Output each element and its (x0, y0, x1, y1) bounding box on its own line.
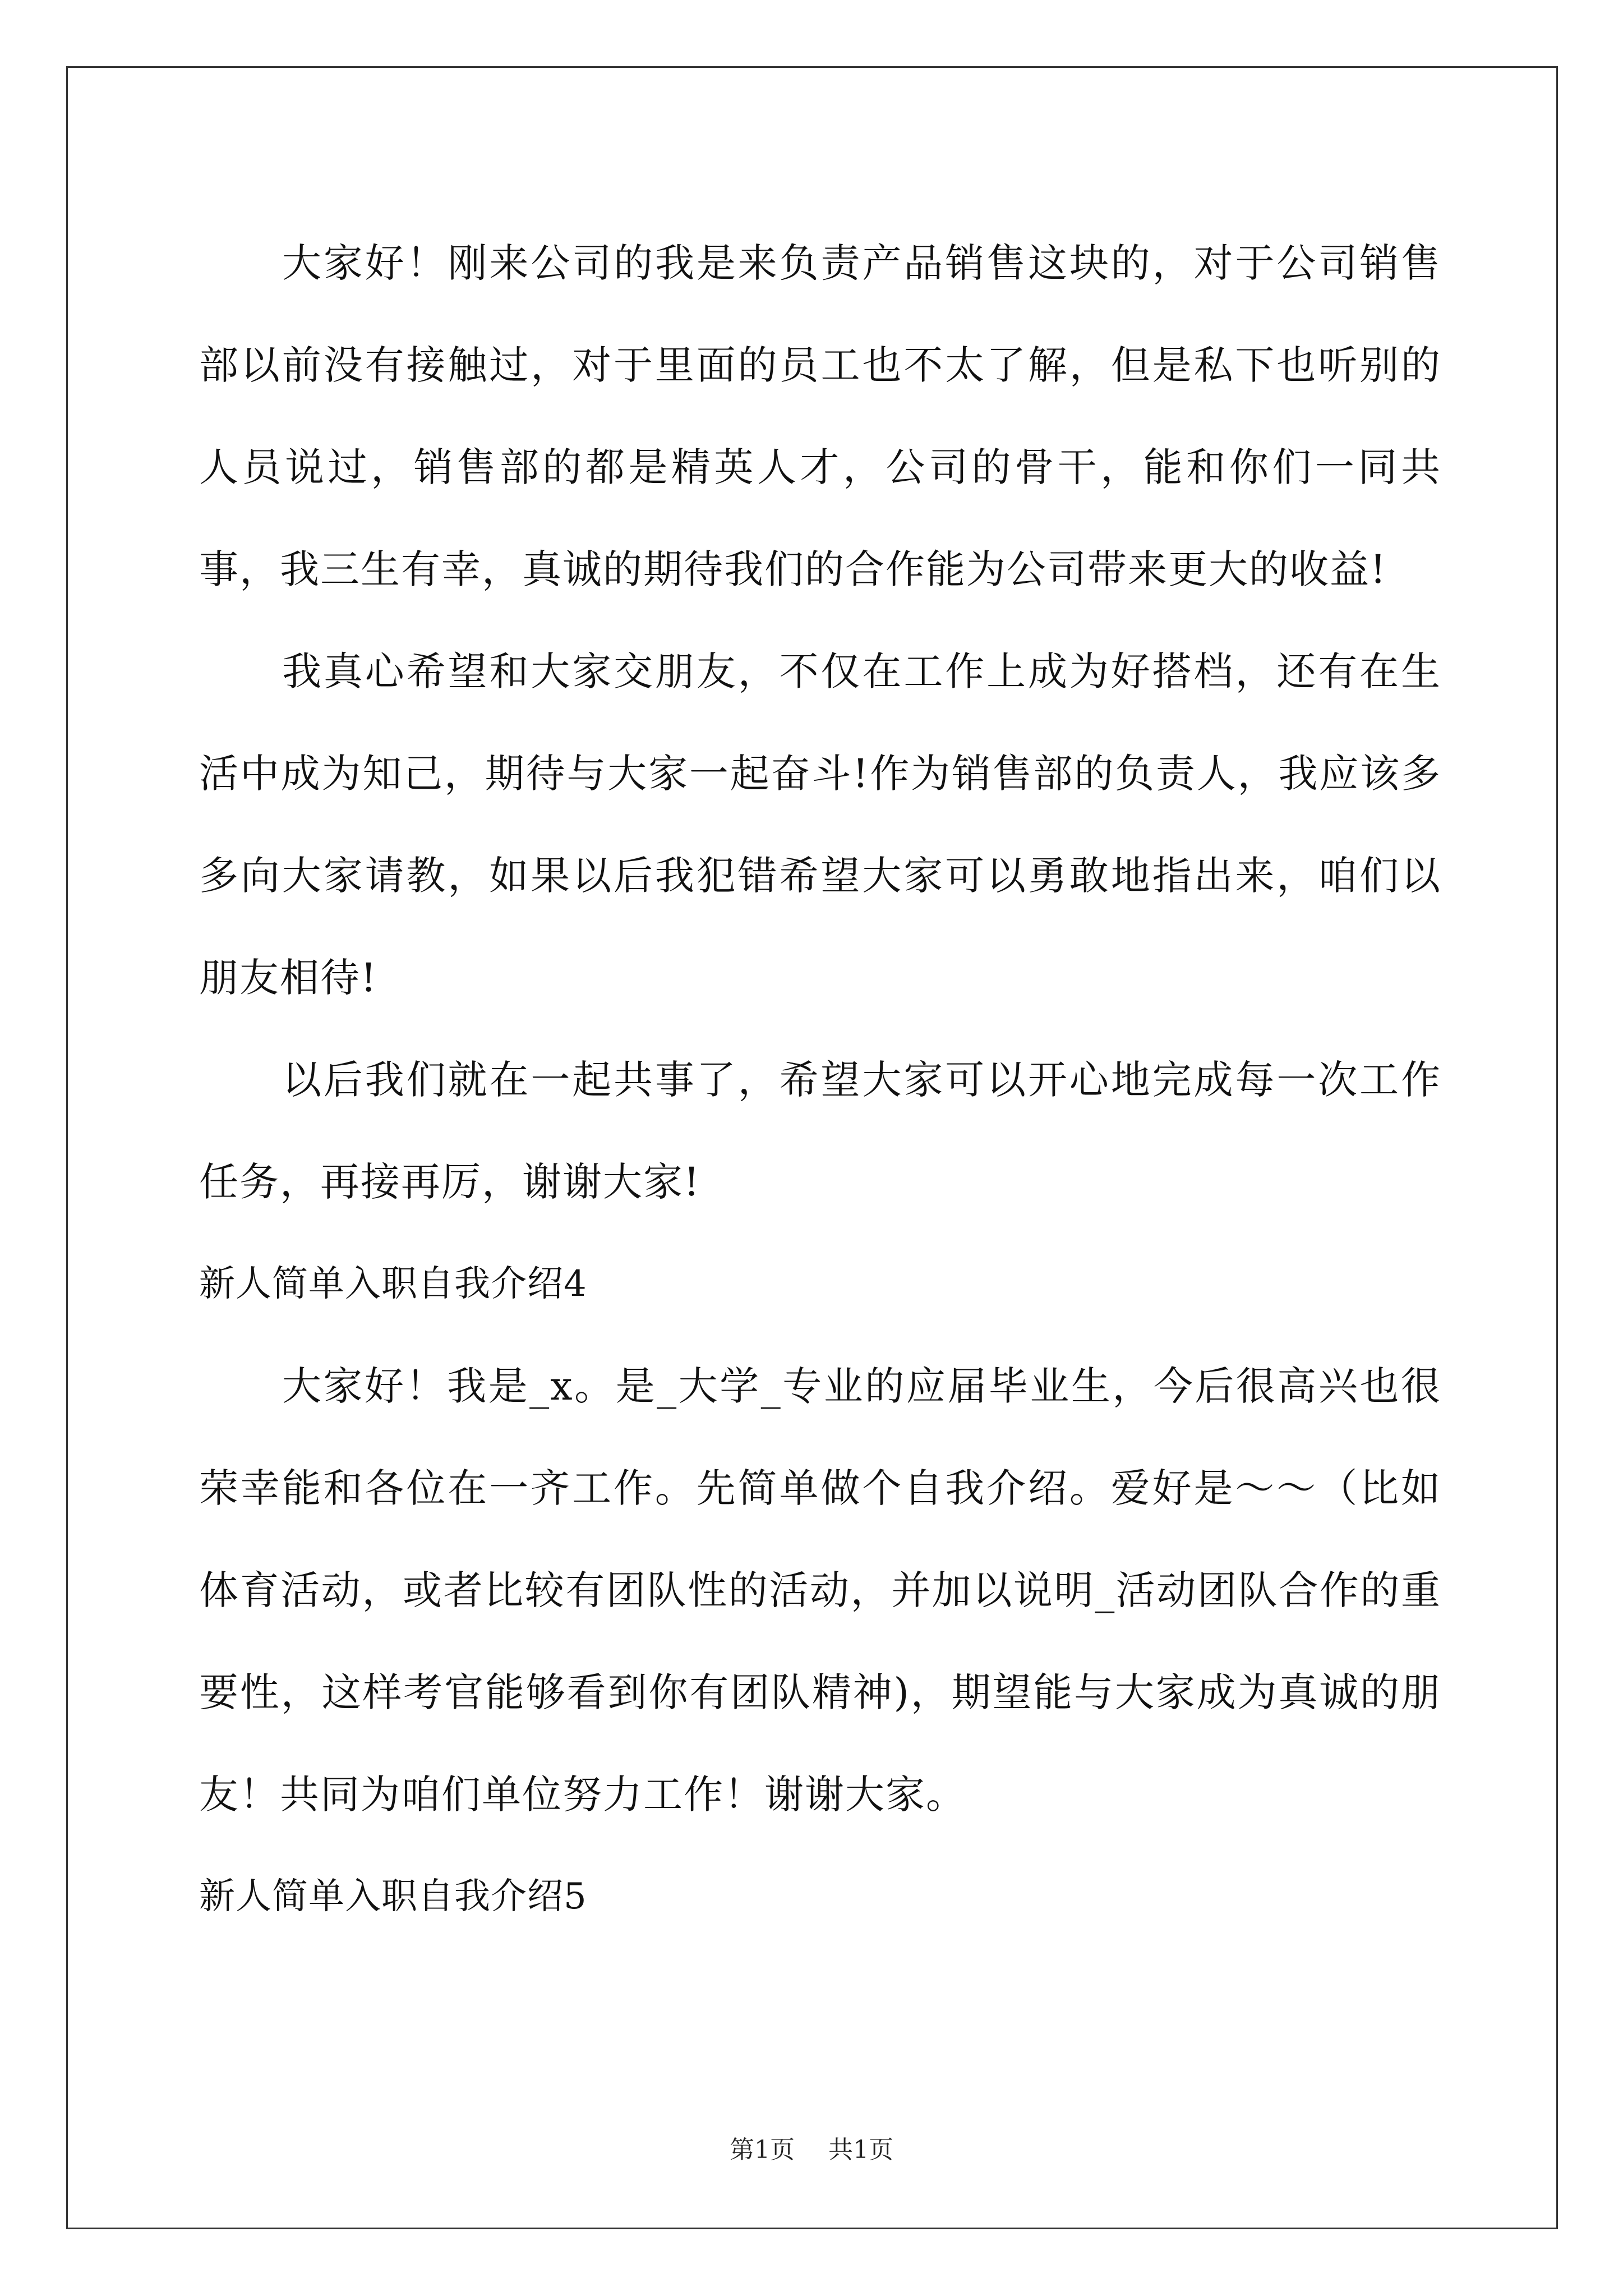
paragraph-4: 大家好！我是_x。是_大学_专业的应届毕业生，今后很高兴也很荣幸能和各位在一齐工作。先简单做个自我介绍。爱好是～～（比如体育活动，或者比较有团队性的活动，并加以说明_活动团队合作的重要性，这样考官能够看到你有团队精神)，期望能与大家成为真诚的朋友！共同为咱们单位努力工作！谢谢大家。 (199, 1363, 1441, 1818)
page-number: 第1页 (730, 2136, 795, 2164)
paragraph-2: 我真心希望和大家交朋友，不仅在工作上成为好搭档，还有在生活中成为知己，期待与大家一起奋斗!作为销售部的负责人，我应该多多向大家请教，如果以后我犯错希望大家可以勇敢地指出来，咱们以朋友相待! (199, 648, 1441, 1001)
section-heading-5: 新人简单入职自我介绍5 (199, 1876, 587, 1917)
section-heading-4: 新人简单入职自我介绍4 (199, 1263, 587, 1305)
page-footer (0, 2133, 1623, 2167)
paragraph-1: 大家好！刚来公司的我是来负责产品销售这块的，对于公司销售部以前没有接触过，对于里面的员工也不太了解，但是私下也听别的人员说过，销售部的都是精英人才，公司的骨干，能和你们一同共事，我三生有幸，真诚的期待我们的合作能为公司带来更大的收益! (199, 240, 1441, 592)
page-total: 共1页 (828, 2136, 893, 2164)
document-body (199, 212, 1441, 1948)
paragraph-3: 以后我们就在一起共事了，希望大家可以开心地完成每一次工作任务，再接再厉，谢谢大家! (199, 1057, 1441, 1205)
